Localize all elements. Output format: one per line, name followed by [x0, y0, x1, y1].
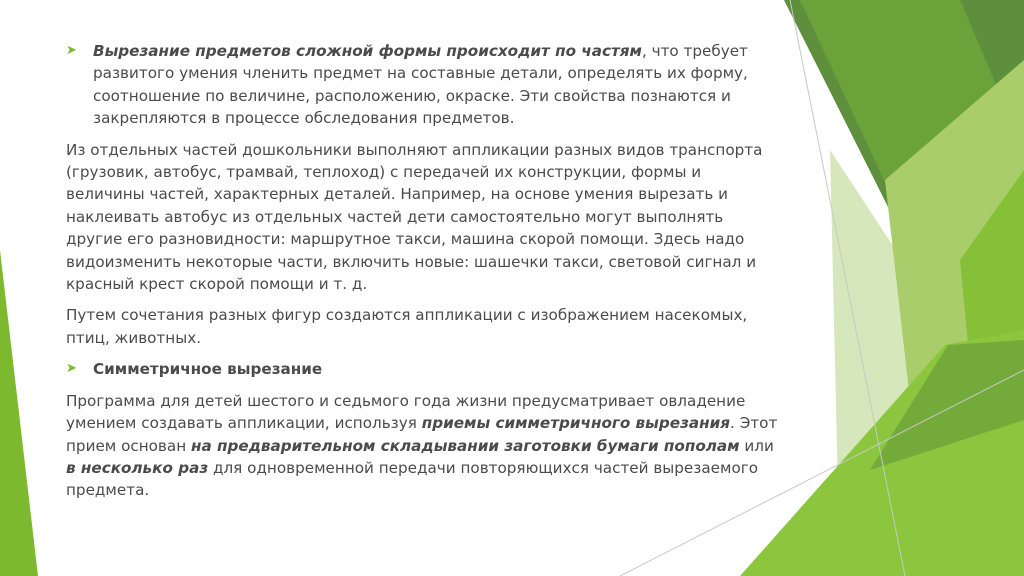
paragraph-text: , что требует развитого умения членить предмет на составные детали, определять их форму, соотношение по величине, расположению, окраске. Эти свойства познаются и закрепляются в процессе обследования предметов. [93, 42, 748, 128]
paragraph-text: или [739, 436, 774, 455]
paragraph-figures: Путем сочетания разных фигур создаются аппликации с изображением насекомых, птиц, животных. [66, 306, 748, 347]
heading-text: Симметричное вырезание [93, 360, 323, 379]
chevron-right-icon: ➤ [66, 361, 77, 377]
paragraph-text: Программа для детей шестого и седьмого года жизни предусматривает овладение умением создавать аппликации, используя [66, 391, 746, 433]
slide-body [66, 40, 780, 511]
emphasis-several-times: в несколько раз [66, 458, 209, 477]
chevron-right-icon: ➤ [66, 43, 77, 58]
paragraph-text: для одновременной передачи повторяющихся частей вырезаемого предмета. [66, 458, 759, 500]
emphasis-folding-in-half: на предварительном складывании заготовки бумаги пополам [190, 436, 740, 455]
emphasis-symmetric-techniques: приемы симметричного вырезания [421, 414, 731, 433]
paragraph-transport: Из отдельных частей дошкольники выполняют аппликации разных видов транспорта (грузовик, автобус, трамвай, теплоход) с передачей их конструкции, формы и величины частей, характерных деталей. Например, на основе умения вырезать и наклеивать автобус из отдельных частей дети самостоятельно могут выполнять другие его разновидности: маршрутное такси, машина скорой помощи. Здесь надо видоизменить некоторые части, включить новые: шашечки такси, световой сигнал и красный крест скорой помощи и т. д. [66, 140, 763, 294]
left-green-wedge [0, 250, 38, 576]
paragraph-complex-shapes [66, 40, 780, 130]
paragraph-text: . Этот прием основан [66, 414, 778, 455]
heading-symmetric-cutting [66, 358, 780, 380]
emphasis-complex-shapes: Вырезание предметов сложной формы происходит по частям [93, 42, 642, 60]
paragraph-program [66, 390, 780, 502]
